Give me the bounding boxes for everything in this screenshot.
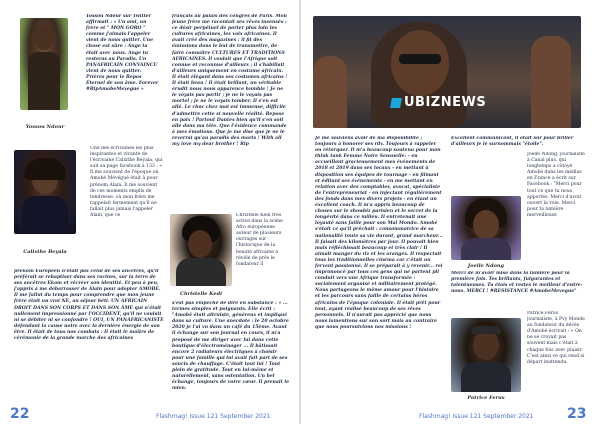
- calixthe-beyala-intro: Une des écrivaines les plus inspirantes et vivante de l'écrivaine Calixthe Beyala, qui suit sa page facebook à 133 : « Il me souvient de l'époque où Amobé Mévégué était à pour prénom Alain. Il me souvient de ces moments emplis de tendresse, où mon frère me rappelait fermement qu'il ne fallait plus jamais l'appeler Alain, que ce: [90, 146, 163, 219]
- calixthe-beyala-tribute: prénom Européen n'était pas celui de ses ancêtres, qu'il préférait se rebaptiser dans ses racines, sur la terre de ses ancêtres Ekom et récréer son identité. Et peu à peu, j'appris à me débarrasser de Alain pour adopter AMOBE. Il me fallut du temps pour comprendre que mon jeune frère était un vrai NE, au séjour béti. UN AFRICAIN DROIT DANS SON CORPS ET DANS SON ÂME qui n'était nullement impressionné par l'OCCIDENT, qu'il ne voulait ni se débiter ni se confondre ! OUI, UN PANAFRICANISTE défendant la cause noire avec la dernière énergie de son être. Il était de tous nos combats : Il était le maître de cérémonie de la grande marche des africaines: [14, 269, 164, 342]
- christelle-kedi-caption: Christelle Kedi: [180, 291, 222, 297]
- joelle-ndong-intro: Joëlle Ndong, journaliste à Canal plus, qui longtemps a côtoyé Amobé dans les médias en France a écrit sur Facebook : "Merci pour tout ce que tu nous apportés. Merci d'avoir ouvert la voie. Merci pour ta lumière merveilleuse: [527, 152, 585, 218]
- right-page: [301, 0, 600, 424]
- patrice-ferus-caption: Patrice Ferus: [467, 395, 505, 401]
- calixthe-beyala-caption: Calixthe Beyala: [23, 249, 67, 255]
- footer-right: Flashmag! Issue 121 September 2021: [419, 413, 534, 420]
- joelle-ndong-caption: Joelle Ndong: [467, 263, 505, 269]
- left-page: [0, 0, 299, 424]
- yossou-ndour-caption: Yossou Ndour: [25, 124, 65, 130]
- ubiznews-photo: [313, 16, 581, 128]
- page-number-right: 23: [567, 406, 587, 422]
- page-number-left: 22: [10, 406, 30, 422]
- christelle-kedi-intro: Christelle Kedi très active dans la scène Afro européenne auteur de plusieurs ouvrages sur l'historique de la beauté africaine a révélé de près le fondateur il: [236, 213, 283, 267]
- footer-left: Flashmag! Issue 121 September 2021: [156, 413, 271, 420]
- ubiznews-logo-icon: [390, 98, 402, 108]
- yossou-ndour-quote: Yossou Ndour sur Twitter affirmait : « Un ami, un frère et " MON GORO " comme j'aimais l'appeler vient de nous quitter. Une chose est sûre : Ange ta était avec nous. Ange tu resteras au Paradis. Un PANAFRICAIN CONVAINCU vient de nous quitter. Prières pour le Repos Éternel de son âme. Forever #RipAmobeMevegue »: [86, 14, 159, 93]
- yossou-ndour-photo: [20, 18, 68, 110]
- ubiznews-logo: UBIZNEWS: [391, 95, 486, 110]
- patrice-ferus-intro: Patrice Férus journaliste, à Pvy Monde au fondateur du décès d'Amobé écrivait : « On ne se croyait pas souvent mais c'était à chaque fois avec plaisir. C'est ainsi ce qui rend si départ inattendu.: [527, 311, 585, 365]
- joelle-ndong-photo: [451, 196, 521, 260]
- calixthe-beyala-photo: [14, 150, 76, 234]
- joelle-ndong-tribute: Merci de m'avoir mise dans la lumière pour la première fois. Tes brillants, fulgurantes et talentueuses. Tu étais et restes le meilleur d'entre-nous. MERCI ! #RESISTANCE #AmobeMevegue": [451, 271, 583, 295]
- right-top-note: Excellent communicant, il était sur pour briller d'ailleurs je le surnommais "étoile".: [451, 136, 574, 148]
- christelle-kedi-tribute: s'est pas empêché de dire en substance : « ... termes simples et poignants. Elle écrit : "Amobé était altruiste, généreux et impliqué dans sa culture. Une anecdote : le 20 octobre 2020 je l'ai vu dans un café du 15ème. Avant il échange sur son journal en cours, il m'a proposé de me diriger avec lui dans cette boutique d'électroménager ... Il bâtissait encore 2 radiateurs électriques à choisir pour une famille qui lui avait fait part de ses soucis de chauffage. C'était tout lui ! Tout plein de gratitude. Tout en lui-même et naturellement, sans ostentation. Un bel échange, toujours de votre cœur. Il prenait le mien.: [172, 301, 289, 392]
- christelle-kedi-photo: [170, 214, 232, 286]
- left-column-right-top: français au palais des congrès de Paris. Mon jeune frère me racontait ses rêves insensés : ce désir perpétuel de porter plus loin les cultures africaines, les voix africaines. Il avait créé des magazines : il fit des émissions dans le but de transmettre, de faire connaître CULTURES ET TRADITIONS AFRICAINES. Il voulait que l'Afrique soit connue et reconnue d'ailleurs ; il s'habillait d'ailleurs uniquement en costume africain. Il était élégant dans ses costumes africains ! Il était beau ! Il était brillant, un véritable érudit nous nous apparence humble ! Je ne le voyais pas partir ; je ne le voyais pas mortel ; je ne le voyais tomber. Il s'en est allé. Le choc chez moi est immense, difficile d'admettre cette si nouvelle réalité. Repose en paix ! Partout Dantes bien qu'il s'en soit allé dans ma tête. Que l'évidence commande à mes émotions. Que je me dise que je ne le reverrai qu'au paradis des morts ! With all my love my dear brother ! Rip: [172, 14, 288, 147]
- right-main-column: Je me souviens avoir de ma disponibilité ; toujours à honorer ses rdv. Toujours à rappeler ou rétorquer. Il m'a beaucoup soutenu pour mon think tank Femme Noire Sensuelle: - en accueillant gracieusement mes événements de 2018 et 2019 dans ses locaux - en mettant à disposition ses équipes de tournage - en filmant et éditant ses événements - en me mettant en relation avec des comptables, avocat, spécialiste de l'entrepreneuriat - en injectant régulièrement des fonds dans mes divers projets - en étant un excellent coach. Il m'a appris beaucoup de choses sur le showbiz parisien et le secret de la longévité dans ce milieu. Il entretenait une loyauté sans faille pour son Mal Mondo. Amobé s'était ce qu'il prêchait : consommatrice de sa nationalité toute sa vie durant, grand marcheur... Il faisait des kilomètres par jour. Il pouvait bien mais réfléchissait beaucoup et très clair ! Il aimait manger du riz et les oranges. Il respectait tous les traditionnelles cinéma car c'était un fervent passionné. Il se préparait à y revenir... rei imprononcé par tous ces gens qui ne partent pil conduit vers une Afrique transformée : socialement organisé et militairement protégé. Nous partageons le même amour pour l'histoire et les parcours sans faille de certains héros africains de l'époque coloniale. Il était prêt pour tout, ayant réalisé beaucoup de ses rêves personnels. Il n'aurait pas apprécié que nous nous lamentions sur son sort mais au contraire que nous poursuivions nos missions !: [315, 136, 443, 330]
- patrice-ferus-photo: [451, 318, 521, 392]
